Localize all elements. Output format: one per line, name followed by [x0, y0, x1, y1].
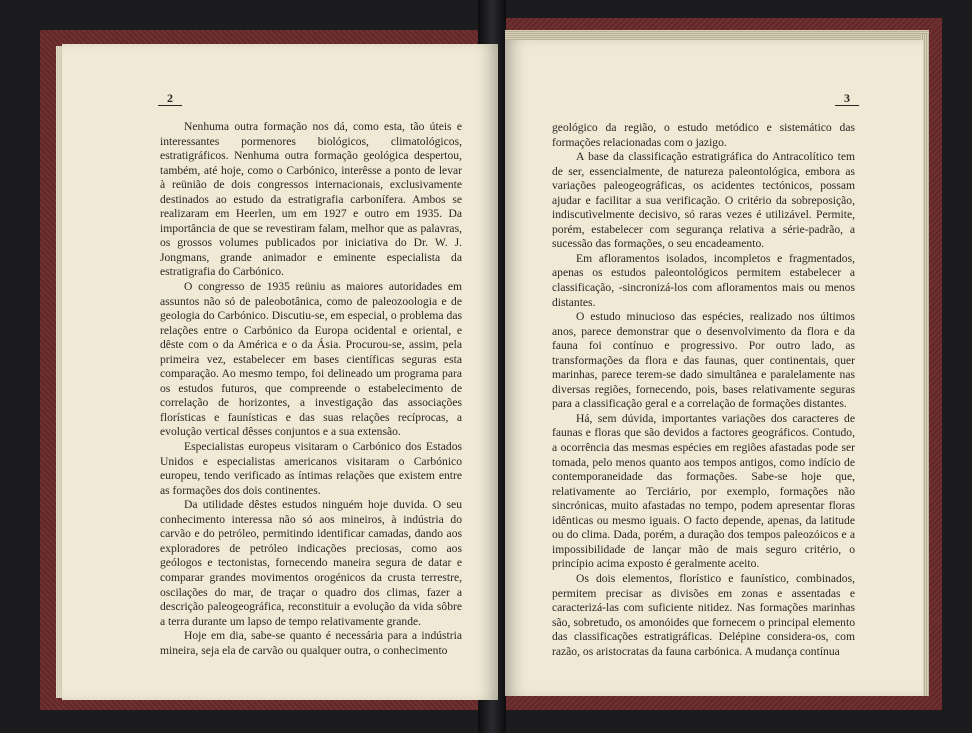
page-body	[160, 120, 462, 658]
paragraph: Hoje em dia, sabe-se quanto é necessária para a indústria mineira, seja ela de carvão ou qualquer outra, o conhecimento	[160, 629, 462, 657]
paragraph: geológico da região, o estudo metódico e sistemático das formações relacionadas com o jazigo.	[552, 121, 855, 149]
paragraph: Da utilidade dêstes estudos ninguém hoje duvida. O seu conhecimento interessa não só aos mineiros, à indústria do carvão e do petróleo, permitindo identificar camadas, dando aos exploradores de petróleo indicações preciosas, como aos geólogos e tectonistas, fornecendo maneira segura de datar e comparar grandes movimentos orogénicos da crusta terrestre, oscilações do mar, de traçar o quadro dos climas, fazer a descrição paleogeográfica, reconstituir a evolução da vida sôbre a terra durante um lapso de tempo relativamente grande.	[160, 498, 462, 628]
paragraph: O estudo minucioso das espécies, realizado nos últimos anos, parece demonstrar que o desenvolvimento da flora e da fauna foi contínuo e progressivo. Por outro lado, as transformações da flora e das faunas, quer continentais, quer marinhas, parece terem-se dado simultânea e paralelamente nas diversas regiões, fornecendo, pois, bases relativamente seguras para a classificação geral e a correlação de formações distantes.	[552, 310, 855, 411]
paragraph: Nenhuma outra formação nos dá, como esta, tão úteis e interessantes pormenores biológicos, climatológicos, estratigráficos. Nenhuma outra formação geológica despertou, também, até hoje, como o Carbónico, interêsse a ponto de levar à reünião de dois congressos internacionais, exclusivamente destinados ao estudo da estratigrafia carbonífera. Ambos se realizaram em Heerlen, um em 1927 e outro em 1935. Da importância de que se revestiram falam, melhor que as palavras, os grossos volumes publicados por iniciativa do Dr. W. J. Jongmans, grande animador e eminente especialista da estratigrafia do Carbónico.	[160, 120, 462, 279]
right-page	[505, 40, 923, 696]
page-number: 2	[158, 92, 182, 106]
left-page	[62, 44, 498, 700]
paragraph: Em afloramentos isolados, incompletos e fragmentados, apenas os estudos paleontológicos permitem estabelecer a classificação, -sincronizá-los com afloramentos mais ou menos distantes.	[552, 251, 855, 309]
paragraph: O congresso de 1935 reüniu as maiores autoridades em assuntos não só de paleobotânica, como de paleozoologia e de geologia do Carbónico. Discutiu-se, em especial, o problema das relações entre o Carbónico da Europa ocidental e oriental, e dêste com o da América e o da Ásia. Procurou-se, assim, pela primeira vez, estabelecer em bases científicas seguras esta comparação. Ao mesmo tempo, foi delineado um programa para os estudos futuros, que compreende o estabelecimento de correlação de horizontes, a investigação das associações florísticas e faunísticas e das suas relações recíprocas, a evolução vertical dêsses conjuntos e a sua extensão.	[160, 280, 462, 439]
paragraph: Especialistas europeus visitaram o Carbónico dos Estados Unidos e especialistas americanos visitaram o Carbónico europeu, tendo verificado as íntimas relações que existem entre as formações dos dois continentes.	[160, 440, 462, 497]
page-body	[552, 121, 855, 659]
paragraph: A base da classificação estratigráfica do Antracolítico tem de ser, essencialmente, de natureza paleontológica, embora as variações paleogeográficas, os acidentes tectónicos, possam ajudar e facilitar a sua verificação. O critério da sobreposição, indiscutìvelmente decisivo, só raras vezes é utilizável. Permite, porém, estabelecer com segurança relativa a série-padrão, a sucessão das formações, o seu encadeamento.	[552, 150, 855, 251]
paragraph: Os dois elementos, florístico e faunístico, combinados, permitem precisar as divisões em zonas e assentadas e caracterizá-las com suficiente nitidez. Nas formações marinhas são, sobretudo, os amonóides que fornecem o principal elemento das classificações estratigráficas. Delépine considera-os, com razão, os aristocratas da fauna carbónica. A mudança contínua	[552, 571, 855, 658]
page-number: 3	[835, 92, 859, 106]
paragraph: Há, sem dúvida, importantes variações dos caracteres de faunas e floras que são devidos a factores geográficos. Contudo, a ocorrência das mesmas espécies em regiões afastadas pode ser tomada, pelo menos quanto aos tempos antigos, como indício de contemporaneidade das formações. Sabe-se hoje que, relativamente ao Terciário, por exemplo, formações não sincrónicas, muito afastadas no tempo, podem apresentar floras idênticas ou mesmo iguais. O facto depende, apenas, da latitude ou do clima. Dada, porém, a duração dos tempos paleozóicos e a impossibilidade de lançar mão de mais seguro critério, o princípio acima exposto é geralmente aceito.	[552, 411, 855, 571]
